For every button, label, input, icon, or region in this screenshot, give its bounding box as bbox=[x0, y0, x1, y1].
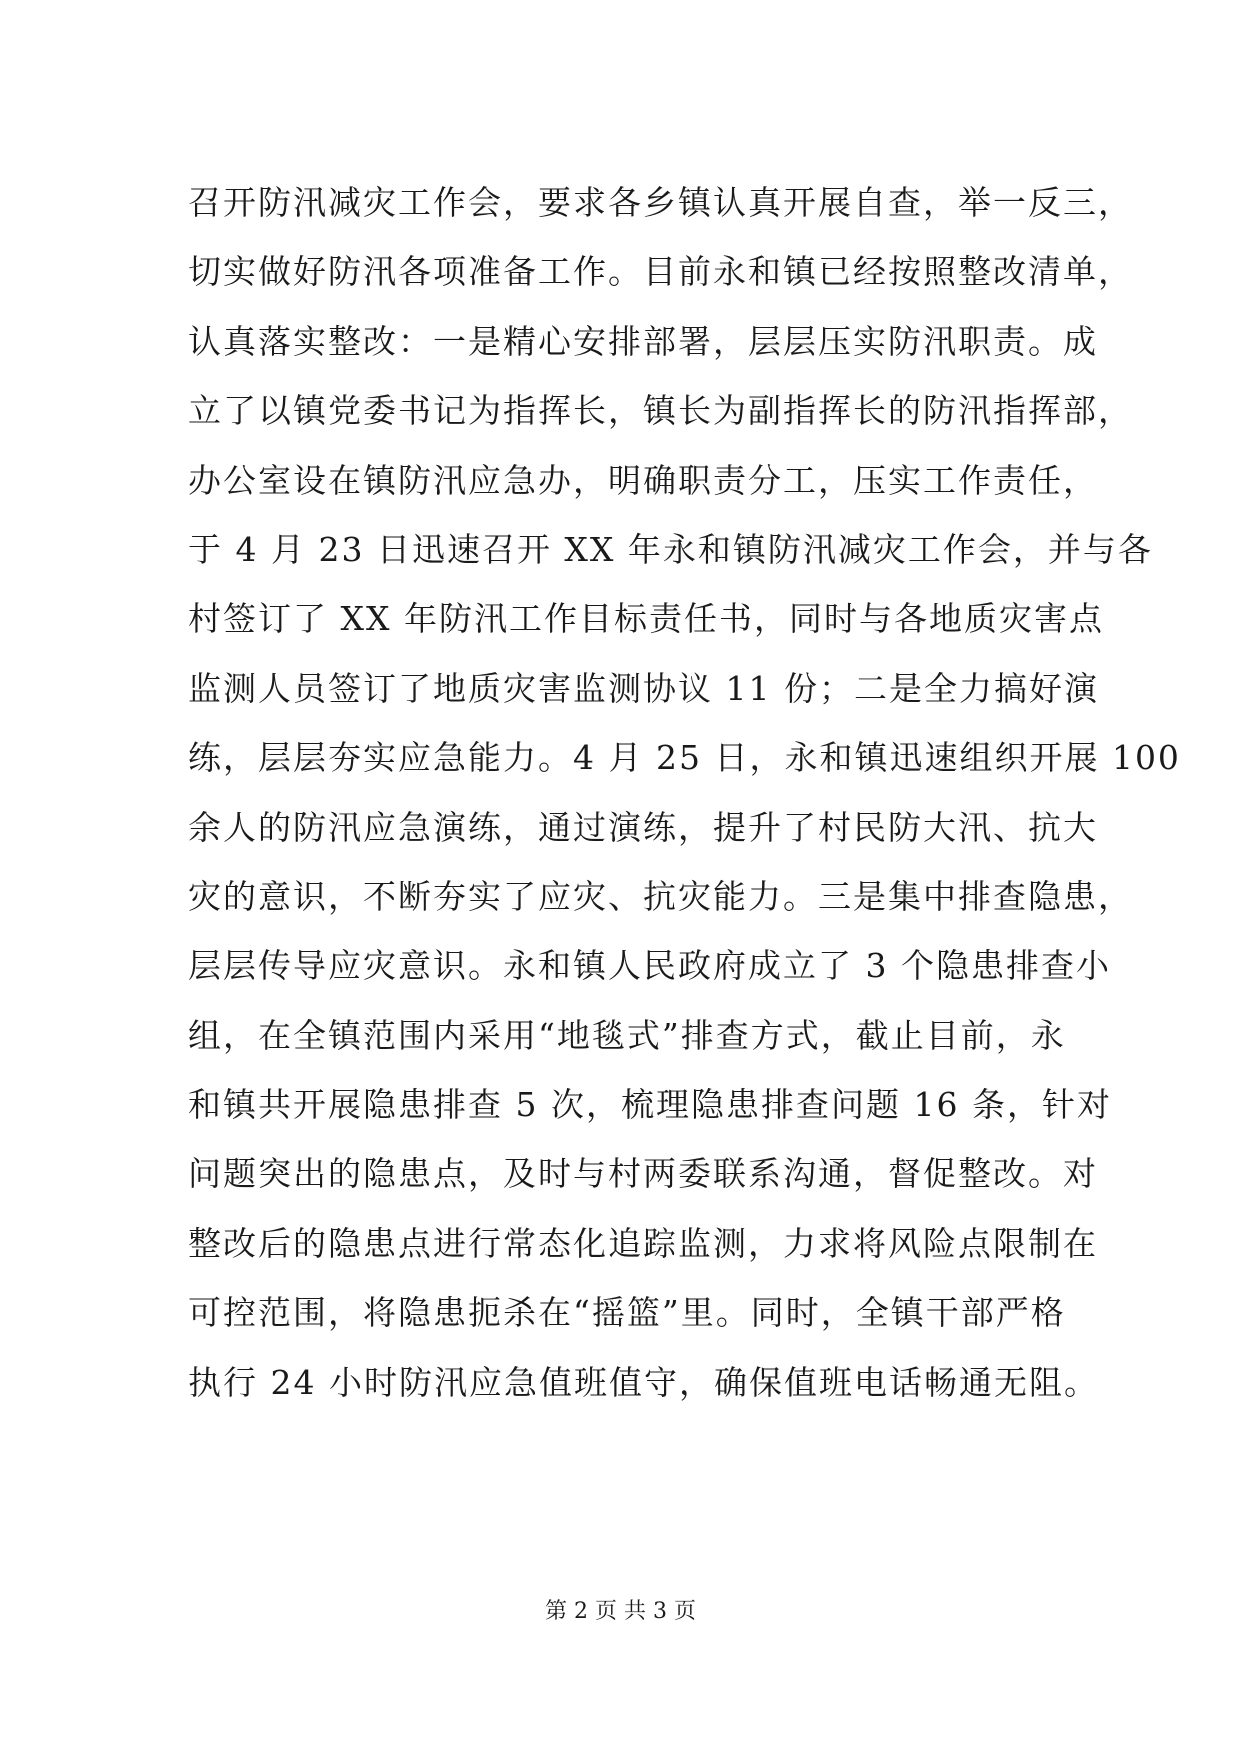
text-line: 可控范围，将隐患扼杀在“摇篮”里。同时，全镇干部严格 bbox=[188, 1293, 1066, 1333]
text-line: 执行 24 小时防汛应急值班值守，确保值班电话畅通无阻。 bbox=[188, 1362, 1099, 1402]
text-line: 立了以镇党委书记为指挥长，镇长为副指挥长的防汛指挥部， bbox=[188, 391, 1133, 431]
text-line: 层层传导应灾意识。永和镇人民政府成立了 3 个隐患排查小 bbox=[188, 946, 1111, 986]
text-line: 村签订了 XX 年防汛工作目标责任书，同时与各地质灾害点 bbox=[188, 599, 1104, 639]
text-line: 和镇共开展隐患排查 5 次，梳理隐患排查问题 16 条，针对 bbox=[188, 1085, 1112, 1125]
text-line: 问题突出的隐患点，及时与村两委联系沟通，督促整改。对 bbox=[188, 1154, 1098, 1194]
text-line: 练，层层夯实应急能力。4 月 25 日，永和镇迅速组织开展 100 bbox=[188, 738, 1181, 778]
page-number-footer: 第 2 页 共 3 页 bbox=[545, 1599, 696, 1624]
text-line: 灾的意识，不断夯实了应灾、抗灾能力。三是集中排查隐患， bbox=[188, 876, 1133, 916]
text-line: 余人的防汛应急演练，通过演练，提升了村民防大汛、抗大 bbox=[188, 807, 1098, 847]
text-line: 于 4 月 23 日迅速召开 XX 年永和镇防汛减灾工作会，并与各 bbox=[188, 529, 1153, 569]
text-line: 切实做好防汛各项准备工作。目前永和镇已经按照整改清单， bbox=[188, 252, 1133, 292]
text-line: 认真落实整改：一是精心安排部署，层层压实防汛职责。成 bbox=[188, 321, 1098, 361]
text-line: 整改后的隐患点进行常态化追踪监测，力求将风险点限制在 bbox=[188, 1223, 1098, 1263]
text-line: 监测人员签订了地质灾害监测协议 11 份；二是全力搞好演 bbox=[188, 668, 1099, 708]
text-line: 召开防汛减灾工作会，要求各乡镇认真开展自查，举一反三， bbox=[188, 183, 1133, 222]
body-text bbox=[188, 168, 1181, 1417]
text-line: 组，在全镇范围内采用“地毯式”排查方式，截止目前，永 bbox=[188, 1015, 1066, 1055]
text-line: 办公室设在镇防汛应急办，明确职责分工，压实工作责任， bbox=[188, 460, 1098, 500]
